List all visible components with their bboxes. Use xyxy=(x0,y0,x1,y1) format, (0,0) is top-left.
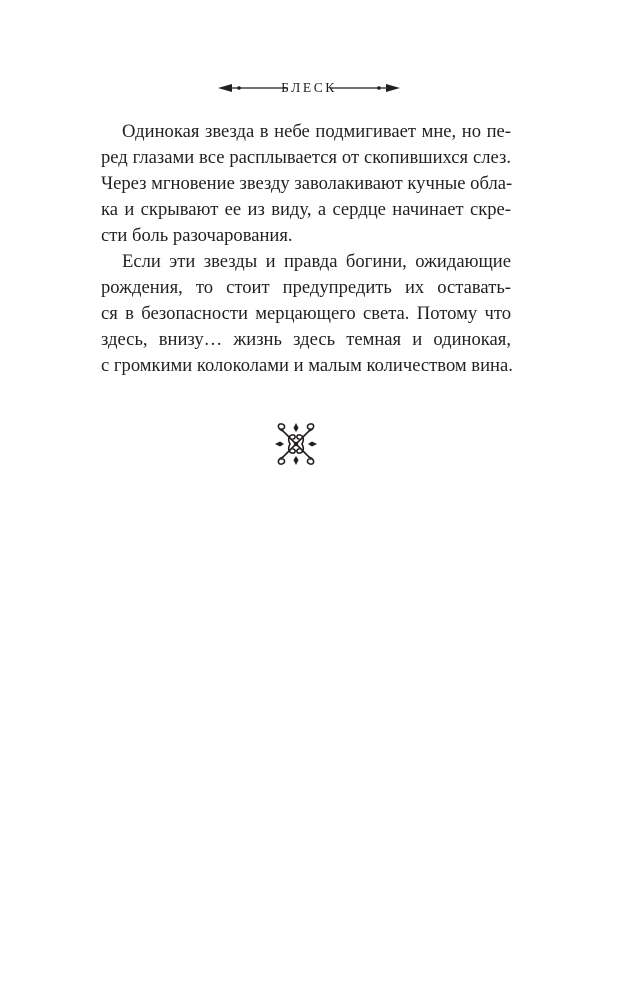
text-line: здесь, внизу… жизнь здесь темная и одинокая, xyxy=(101,329,511,350)
text-line: с громкими колоколами и малым количеством вина. xyxy=(101,355,513,376)
text-line: Через мгновение звезду заволакивают кучные обла- xyxy=(101,173,513,194)
text-line: рождения, то стоит предупредить их оставать- xyxy=(101,277,511,298)
text-line: ред глазами все расплывается от скопившихся слез. xyxy=(101,147,511,168)
header-ornament-right-icon xyxy=(326,80,402,96)
text-line: сти боль разочарования. xyxy=(101,225,293,246)
running-title: БЛЕСК xyxy=(281,80,337,95)
text-line: Если эти звезды и правда богини, ожидающие xyxy=(122,251,511,272)
running-header xyxy=(0,78,618,98)
text-line: Одинокая звезда в небе подмигивает мне, но пе- xyxy=(122,121,511,142)
text-line: ся в безопасности мерцающего света. Потому что xyxy=(101,303,511,324)
text-line: ка и скрывают ее из виду, а сердце начинает скре- xyxy=(101,199,511,220)
fleuron-ornament-icon xyxy=(272,420,320,468)
